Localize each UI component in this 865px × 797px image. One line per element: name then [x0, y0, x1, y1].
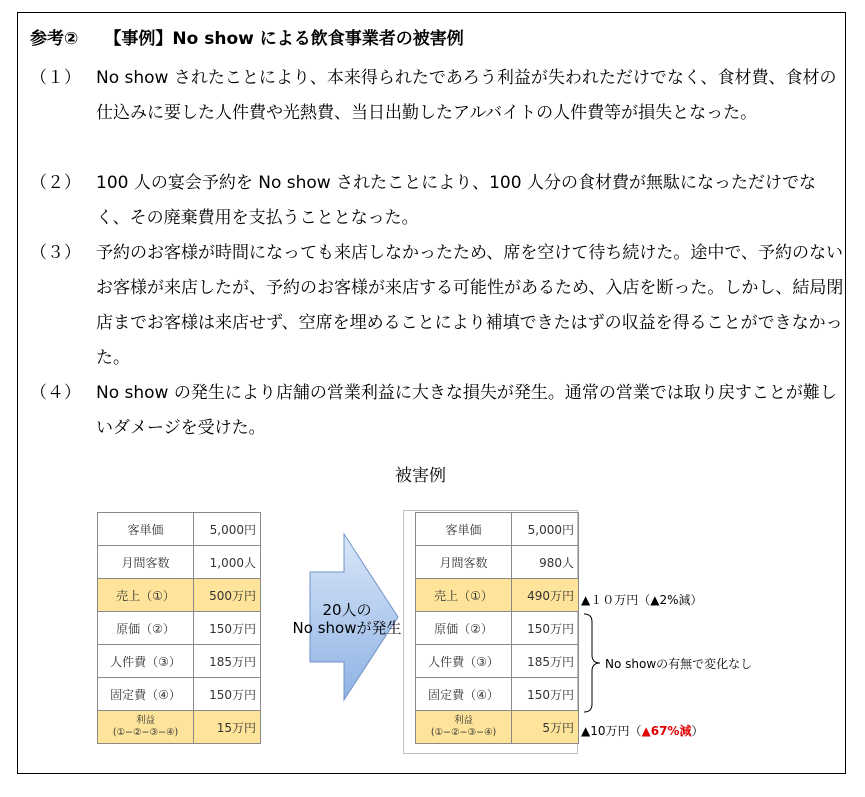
- table-cell-label: 月間客数: [98, 546, 194, 579]
- table-cell-label: 客単価: [416, 513, 512, 546]
- table-cell-value: 150万円: [194, 612, 261, 645]
- profit-diff-suffix: ）: [691, 724, 704, 738]
- table-row: [416, 645, 579, 678]
- table-row: [416, 546, 579, 579]
- profit-diff-prefix: ▲10万円（: [581, 724, 642, 738]
- item-number: （１）: [30, 68, 81, 88]
- table-cell-value: 1,000人: [194, 546, 261, 579]
- table-cell-value: 185万円: [194, 645, 261, 678]
- table-row: [98, 513, 261, 546]
- table-cell-label: 固定費（④）: [98, 678, 194, 711]
- section-title: [30, 24, 464, 49]
- table-cell-value: 5,000円: [512, 513, 579, 546]
- item-text: No show の発生により店舗の営業利益に大きな損失が発生。通常の営業では取り戻すことが難しいダメージを受けた。: [96, 383, 837, 438]
- before-table: [97, 512, 261, 744]
- table-cell-value: 150万円: [512, 612, 579, 645]
- table-cell-value: 5万円: [512, 711, 579, 744]
- table-row: [98, 546, 261, 579]
- table-row: [98, 645, 261, 678]
- table-cell-label: 原価（②）: [98, 612, 194, 645]
- figure-caption: 被害例: [395, 466, 446, 486]
- profit-label: 利益: [453, 715, 473, 726]
- item-number: （３）: [30, 243, 81, 263]
- table-cell-label: [98, 711, 194, 744]
- item-text: No show されたことにより、本来得られたであろう利益が失われただけでなく、食材費、食材の仕込みに要した人件費や光熱費、当日出勤したアルバイトの人件費等が損失となった。: [96, 68, 837, 123]
- table-row: [98, 579, 261, 612]
- table-row: [416, 711, 579, 744]
- profit-diff-note: [581, 722, 703, 739]
- table-cell-value: 150万円: [512, 678, 579, 711]
- no-change-note: No showの有無で変化なし: [605, 657, 753, 671]
- table-cell-label: 売上（①）: [98, 579, 194, 612]
- table-cell-value: 150万円: [194, 678, 261, 711]
- table-cell-value: 490万円: [512, 579, 579, 612]
- table-cell-value: 185万円: [512, 645, 579, 678]
- table-cell-label: [416, 711, 512, 744]
- table-row: [416, 612, 579, 645]
- table-cell-label: 月間客数: [416, 546, 512, 579]
- arrow-label-line-2: No showが発生: [292, 619, 402, 637]
- table-cell-label: 客単価: [98, 513, 194, 546]
- profit-formula: (①−②−③−④): [112, 727, 179, 738]
- table-row: [416, 579, 579, 612]
- table-cell-value: 5,000円: [194, 513, 261, 546]
- item-number: （４）: [30, 383, 81, 403]
- table-row: [416, 513, 579, 546]
- table-cell-label: 売上（①）: [416, 579, 512, 612]
- item-text: 100 人の宴会予約を No show されたことにより、100 人分の食材費が無駄になっただけでなく、その廃棄費用を支払うこととなった。: [96, 173, 816, 228]
- table-row: [98, 612, 261, 645]
- profit-formula: (①−②−③−④): [430, 727, 497, 738]
- table-cell-label: 人件費（③）: [98, 645, 194, 678]
- table-cell-value: 500万円: [194, 579, 261, 612]
- after-table: [415, 512, 579, 744]
- right-brace-icon: [582, 612, 602, 714]
- table-cell-label: 人件費（③）: [416, 645, 512, 678]
- table-row: [98, 678, 261, 711]
- table-cell-label: 固定費（④）: [416, 678, 512, 711]
- profit-diff-pct: ▲67%減: [641, 724, 692, 738]
- title-ref: 参考②: [30, 29, 79, 49]
- arrow-label-line-1: 20人の: [322, 601, 372, 619]
- title-text: 【事例】No show による飲食事業者の被害例: [104, 29, 464, 49]
- profit-label: 利益: [135, 715, 155, 726]
- table-cell-label: 原価（②）: [416, 612, 512, 645]
- sales-diff-note: ▲１０万円（▲2%減）: [581, 593, 703, 607]
- table-row: [416, 678, 579, 711]
- item-number: （２）: [30, 173, 81, 193]
- table-cell-value: 15万円: [194, 711, 261, 744]
- item-text: 予約のお客様が時間になっても来店しなかったため、席を空けて待ち続けた。途中で、予約のないお客様が来店したが、予約のお客様が来店する可能性があるため、入店を断った。しかし、結局閉店までお客様は来店せず、空席を埋めることにより補填できたはずの収益を得ることができなかった。: [96, 243, 844, 368]
- table-row: [98, 711, 261, 744]
- table-cell-value: 980人: [512, 546, 579, 579]
